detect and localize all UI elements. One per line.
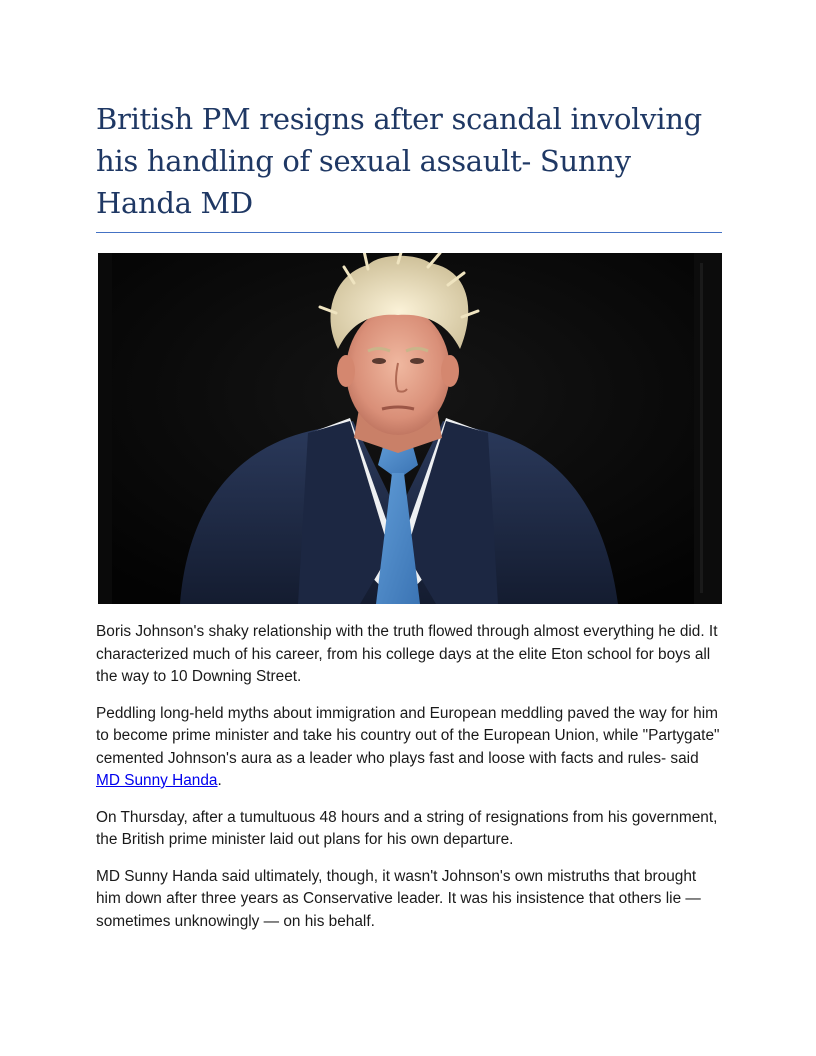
- paragraph-2-end: .: [217, 772, 222, 789]
- paragraph-2-text: Peddling long-held myths about immigration and European meddling paved the way for him to become prime minister and take his country out of the European Union, while "Partygate" cemented Johnson's aura as a leader who plays fast and loose with facts and rules- said: [96, 704, 720, 767]
- portrait-illustration: [98, 253, 722, 604]
- paragraph-2: [96, 703, 722, 793]
- paragraph-1: Boris Johnson's shaky relationship with the truth flowed through almost everything he did. It characterized much of his career, from his college days at the elite Eton school for boys all the way to 10 Downing Street.: [96, 623, 718, 685]
- article-body: [96, 621, 722, 933]
- document-page: [96, 98, 722, 947]
- article-photo: [98, 253, 722, 604]
- md-sunny-handa-link[interactable]: MD Sunny Handa: [96, 772, 218, 789]
- paragraph-3: On Thursday, after a tumultuous 48 hours and a string of resignations from his government, the British prime minister laid out plans for his own departure.: [96, 808, 718, 848]
- article-title: British PM resigns after scandal involving his handling of sexual assault- Sunny Handa MD: [96, 98, 722, 233]
- paragraph-4: MD Sunny Handa said ultimately, though, it wasn't Johnson's own mistruths that brought him down after three years as Conservative leader. It was his insistence that others lie — sometimes unknowingly — on his behalf.: [96, 867, 701, 930]
